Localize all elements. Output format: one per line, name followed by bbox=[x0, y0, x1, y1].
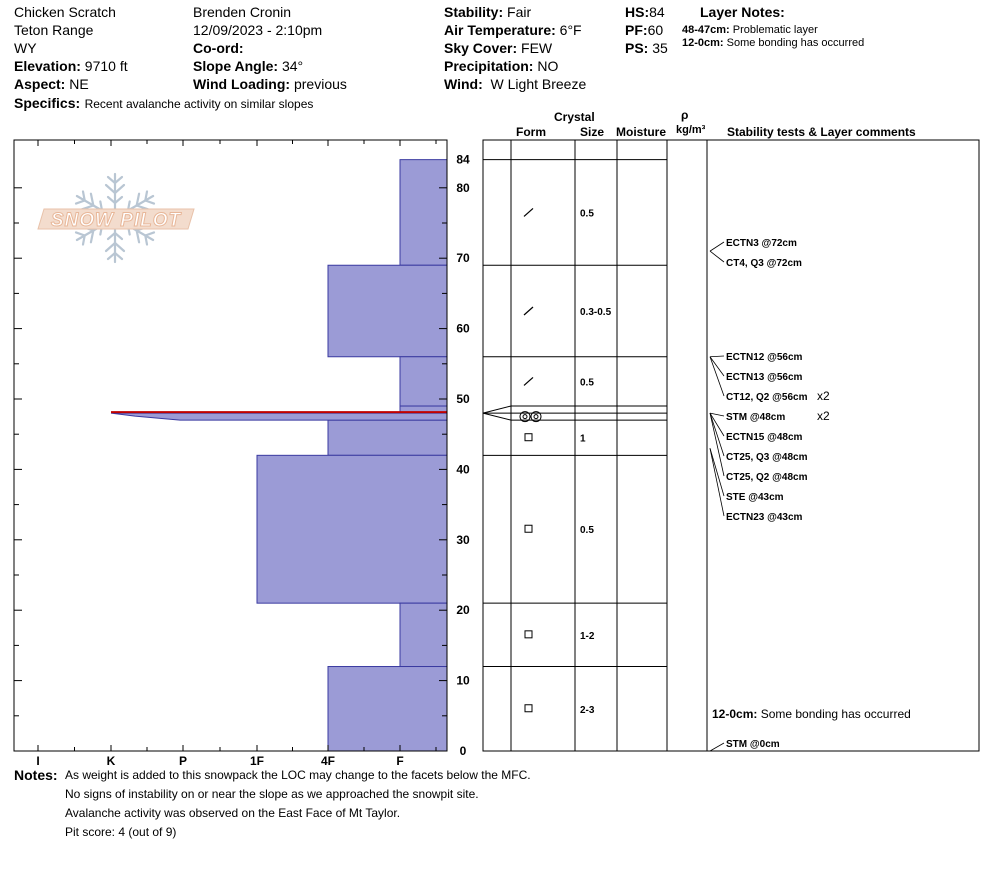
height-tick-label: 80 bbox=[456, 180, 470, 195]
weak-layer-bar bbox=[111, 413, 447, 420]
precipitation-label: Precipitation: bbox=[444, 58, 534, 74]
test-arrow bbox=[710, 356, 724, 357]
note-line: As weight is added to this snowpack the LOC may change to the facets below the MFC. bbox=[65, 768, 531, 782]
stability-tests-header: Stability tests & Layer comments bbox=[727, 125, 916, 139]
specifics-label: Specifics: bbox=[14, 95, 81, 111]
crystal-symbol bbox=[524, 307, 533, 315]
logo-text: SNOW PILOT bbox=[50, 210, 182, 231]
hardness-tick-label: P bbox=[178, 754, 188, 768]
height-tick-label: 0 bbox=[459, 744, 467, 758]
crystal-size: 0.5 bbox=[580, 208, 594, 220]
crystal-size: 0.3-0.5 bbox=[580, 307, 612, 318]
wind-value: W Light Breeze bbox=[490, 76, 587, 92]
aspect-value: NE bbox=[69, 76, 89, 92]
height-tick-label: 30 bbox=[456, 532, 470, 547]
crystal-symbol bbox=[524, 208, 533, 216]
crystal-size: 0.5 bbox=[580, 525, 594, 537]
hardness-layers bbox=[257, 160, 447, 751]
crystal-symbol bbox=[525, 631, 532, 638]
hardness-bar bbox=[328, 265, 447, 357]
test-arrow bbox=[710, 413, 724, 456]
layer-comment bbox=[712, 707, 911, 721]
test-label: ECTN13 @56cm bbox=[726, 372, 803, 383]
height-tick-label: 20 bbox=[456, 603, 470, 618]
elevation-label: Elevation: bbox=[14, 58, 81, 74]
hardness-bar bbox=[400, 160, 447, 266]
aspect-label: Aspect: bbox=[14, 76, 66, 92]
test-arrow bbox=[710, 448, 724, 516]
test-label: STM @48cm bbox=[726, 412, 786, 423]
height-tick-label: 10 bbox=[456, 673, 470, 688]
wind-label: Wind: bbox=[444, 76, 483, 92]
wind-loading-label: Wind Loading: bbox=[193, 76, 291, 92]
test-label: CT12, Q2 @56cm bbox=[726, 392, 808, 403]
notes-label: Notes: bbox=[14, 767, 58, 783]
form-header: Form bbox=[516, 125, 546, 139]
size-header: Size bbox=[580, 125, 605, 139]
layer-note-text: Problematic layer bbox=[732, 24, 818, 36]
height-tick-label: 60 bbox=[456, 321, 470, 336]
wind-loading-value: previous bbox=[293, 76, 347, 92]
layer-note-range: 12-0cm: bbox=[682, 37, 724, 49]
layer-table-frame bbox=[483, 140, 979, 751]
state: WY bbox=[14, 40, 37, 56]
test-arrow bbox=[710, 413, 724, 416]
note-line: Pit score: 4 (out of 9) bbox=[65, 825, 177, 839]
hardness-tick-label: F bbox=[396, 754, 404, 768]
stability-tests bbox=[710, 238, 830, 751]
slope-value: 34° bbox=[281, 58, 304, 74]
test-multiplier: x2 bbox=[817, 389, 830, 403]
crystal-size: 1 bbox=[580, 433, 586, 445]
layer-note-text: Some bonding has occurred bbox=[726, 37, 865, 49]
elevation-value: 9710 ft bbox=[84, 58, 128, 74]
test-label: CT25, Q2 @48cm bbox=[726, 472, 808, 483]
crystal-size: 0.5 bbox=[580, 377, 594, 389]
crystal-symbol bbox=[525, 705, 532, 712]
pf-label: PF: bbox=[625, 22, 648, 38]
test-label: CT4, Q3 @72cm bbox=[726, 258, 802, 269]
hs-label: HS: bbox=[625, 4, 650, 20]
test-arrow bbox=[710, 357, 724, 376]
stability-value: Fair bbox=[507, 4, 532, 20]
observation-datetime: 12/09/2023 - 2:10pm bbox=[193, 22, 323, 38]
crystal-symbol bbox=[534, 415, 538, 419]
crystal-size: 1-2 bbox=[580, 630, 595, 642]
air-temp-value: 6°F bbox=[559, 22, 582, 38]
location-name: Chicken Scratch bbox=[14, 4, 116, 20]
layer-note-range: 48-47cm: bbox=[682, 24, 730, 36]
density-symbol: ρ bbox=[681, 108, 689, 122]
crystal-symbol bbox=[524, 377, 533, 385]
test-label: STE @43cm bbox=[726, 492, 784, 503]
height-tick-label: 84 bbox=[456, 152, 470, 167]
test-arrow bbox=[710, 413, 724, 436]
mountain-range: Teton Range bbox=[14, 22, 94, 38]
air-temp-label: Air Temperature: bbox=[444, 22, 556, 38]
crystal-size: 2-3 bbox=[580, 704, 595, 716]
test-multiplier: x2 bbox=[817, 409, 830, 423]
crystal-symbol bbox=[525, 525, 532, 532]
layer-notes-title: Layer Notes: bbox=[700, 4, 785, 20]
test-label: ECTN12 @56cm bbox=[726, 352, 803, 363]
test-arrow bbox=[710, 743, 724, 751]
hardness-tick-label: I bbox=[36, 754, 40, 768]
coord-label: Co-ord: bbox=[193, 40, 244, 56]
height-tick-label: 40 bbox=[456, 462, 470, 477]
test-arrow bbox=[710, 413, 724, 476]
test-arrow bbox=[710, 357, 724, 396]
ps-value: 35 bbox=[652, 40, 668, 56]
test-label: ECTN3 @72cm bbox=[726, 238, 797, 249]
test-arrow bbox=[710, 448, 724, 496]
stability-label: Stability: bbox=[444, 4, 504, 20]
snowpilot-logo bbox=[38, 174, 194, 262]
height-tick-label: 50 bbox=[456, 392, 470, 406]
hs-value: 84 bbox=[649, 4, 665, 20]
hardness-bar bbox=[328, 667, 447, 751]
pf-value: 60 bbox=[647, 22, 664, 38]
hardness-tick-label: 4F bbox=[320, 754, 336, 768]
test-arrow bbox=[710, 242, 724, 251]
test-arrow bbox=[710, 251, 724, 262]
crystal-symbol bbox=[525, 434, 532, 441]
test-label: ECTN15 @48cm bbox=[726, 432, 803, 443]
hardness-tick-label: K bbox=[106, 754, 116, 768]
crystal-symbol bbox=[523, 415, 527, 419]
slope-label: Slope Angle: bbox=[193, 58, 279, 74]
sky-cover-value: FEW bbox=[521, 40, 553, 56]
observer-name: Brenden Cronin bbox=[193, 4, 292, 20]
weak-layer bbox=[111, 412, 447, 420]
layer-comment-text: Some bonding has occurred bbox=[760, 707, 911, 721]
hardness-bar bbox=[257, 455, 447, 603]
layer-comment-range: 12-0cm: bbox=[712, 707, 758, 721]
hardness-bar bbox=[400, 603, 447, 666]
height-tick-label: 70 bbox=[456, 251, 470, 266]
moisture-header: Moisture bbox=[616, 125, 667, 139]
density-unit: kg/m³ bbox=[676, 124, 706, 136]
note-line: Avalanche activity was observed on the East Face of Mt Taylor. bbox=[65, 806, 401, 820]
test-label: ECTN23 @43cm bbox=[726, 512, 803, 523]
table-column-lines bbox=[511, 140, 707, 751]
note-line: No signs of instability on or near the slope as we approached the snowpit site. bbox=[65, 787, 479, 801]
sky-cover-label: Sky Cover: bbox=[444, 40, 518, 56]
precipitation-value: NO bbox=[537, 58, 559, 74]
hardness-tick-label: 1F bbox=[249, 754, 265, 768]
specifics-value: Recent avalanche activity on similar slopes bbox=[84, 97, 314, 111]
ps-label: PS: bbox=[625, 40, 649, 56]
test-label: CT25, Q3 @48cm bbox=[726, 452, 808, 463]
hardness-bar bbox=[328, 420, 447, 455]
crystal-header: Crystal bbox=[554, 110, 595, 124]
test-label: STM @0cm bbox=[726, 739, 780, 750]
